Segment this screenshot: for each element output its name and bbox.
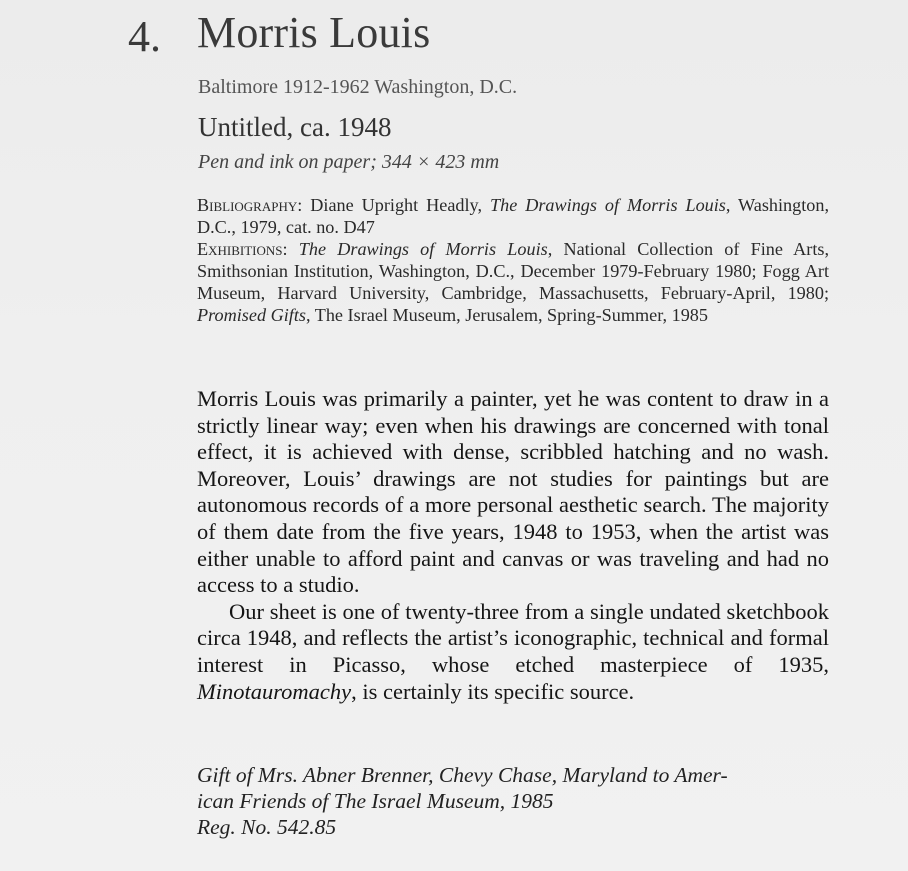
credit-line-1: Gift of Mrs. Abner Brenner, Chevy Chase, Maryland to Amer- — [197, 763, 728, 787]
artist-name: Morris Louis — [197, 8, 431, 57]
essay-text — [197, 386, 829, 705]
essay-paragraph-2-text-b: , is certainly its specific source. — [351, 678, 635, 704]
exhibition-title: The Drawings of Morris Louis — [298, 239, 548, 259]
exhibitions-text-2: , The Israel Museum, Jerusalem, Spring-Summer, 1985 — [305, 305, 708, 325]
work-medium: Pen and ink on paper; 344 × 423 mm — [198, 151, 500, 173]
registration-number: Reg. No. 542.85 — [197, 815, 337, 840]
exhibitions-text-1: , National Collection of Fine Arts, Smithsonian Institution, Washington, D.C., December 1979-February 1980; Fogg Art Museum, Harvard University, Cambridge, Massachusetts, February-April, 1980; — [197, 239, 829, 303]
artist-life-dates: Baltimore 1912-1962 Washington, D.C. — [198, 76, 518, 98]
bibliography-text-1: Diane Upright Headly, — [310, 195, 483, 215]
bibliography-book-title: The Drawings of Morris Louis — [489, 195, 726, 215]
essay-paragraph-2 — [197, 599, 829, 705]
bibliography-entry — [197, 194, 829, 238]
references-block — [197, 194, 829, 326]
exhibitions-label: Exhibitions: — [197, 239, 288, 259]
credit-line-block — [197, 762, 837, 841]
bibliography-text-2: , Washington, D.C., 1979, cat. no. D47 — [197, 195, 830, 237]
exhibition-title-2: Promised Gifts — [197, 305, 306, 325]
bibliography-label: Bibliography: — [197, 195, 303, 215]
credit-line-2: ican Friends of The Israel Museum, 1985 — [197, 789, 554, 814]
entry-number: 4. — [128, 12, 161, 61]
essay-paragraph-1: Morris Louis was primarily a painter, yet he was content to draw in a strictly linear way; even when his drawings are concerned with tonal effect, it is achieved with dense, scribbled hatching and no wash. Moreover, Louis’ drawings are not studies for paintings but are autonomous records of a more personal aesthetic search. The majority of them date from the five years, 1948 to 1953, when the artist was either unable to afford paint and canvas or was traveling and had no access to a studio. — [197, 386, 829, 598]
work-title: Untitled, ca. 1948 — [198, 112, 392, 142]
artwork-reference-title: Minotauromachy — [197, 678, 352, 704]
exhibitions-entry — [197, 238, 829, 326]
essay-paragraph-2-text-a: Our sheet is one of twenty-three from a single undated sketchbook circa 1948, and reflects the artist’s iconographic, technical and formal interest in Picasso, whose etched masterpiece of 1935, — [197, 598, 829, 677]
